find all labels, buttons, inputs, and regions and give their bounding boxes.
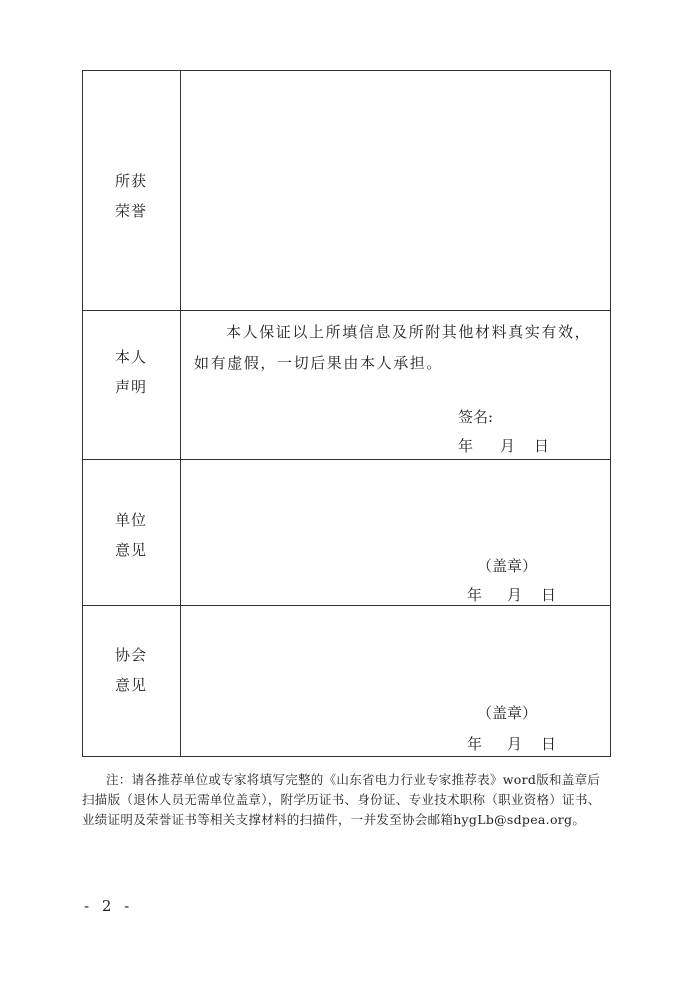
label-association-opinion-line1: 协会 [114, 646, 147, 664]
column-divider [180, 70, 181, 757]
association-date-year: 年 [467, 735, 483, 753]
unit-date-day: 日 [541, 586, 557, 604]
label-unit-opinion-line1: 单位 [114, 511, 147, 529]
association-date-month: 月 [507, 735, 523, 753]
declaration-date-month: 月 [500, 437, 516, 455]
label-declaration-line1: 本人 [114, 348, 147, 366]
row-divider-honors [82, 310, 611, 311]
honors-input-area[interactable] [182, 72, 609, 309]
declaration-text: 本人保证以上所填信息及所附其他材料真实有效，如有虚假，一切后果由本人承担。 [194, 323, 592, 372]
association-date-day: 日 [541, 735, 557, 753]
unit-stamp-label: （盖章） [477, 557, 538, 575]
unit-date-month: 月 [507, 586, 523, 604]
label-honors-line1: 所获 [114, 172, 147, 190]
label-unit-opinion [82, 505, 180, 565]
page-number: - 2 - [84, 897, 134, 915]
label-association-opinion [82, 640, 180, 700]
unit-date-year: 年 [467, 586, 483, 604]
label-association-opinion-line2: 意见 [114, 676, 147, 694]
association-opinion-input-area[interactable] [182, 607, 609, 692]
row-divider-declaration [82, 459, 611, 460]
signature-field[interactable] [500, 404, 600, 426]
unit-opinion-input-area[interactable] [182, 461, 609, 541]
table-border-top [82, 70, 611, 71]
signature-label: 签名: [458, 408, 494, 426]
table-border-bottom [82, 756, 611, 757]
association-stamp-label: （盖章） [477, 704, 538, 722]
label-honors-line2: 荣誉 [114, 202, 147, 220]
label-declaration-line2: 声明 [114, 378, 147, 396]
declaration-date-day: 日 [534, 437, 550, 455]
footnote: 注：请各推荐单位或专家将填写完整的《山东省电力行业专家推荐表》word版和盖章后扫描版（退休人员无需单位盖章），附学历证书、身份证、专业技术职称（职业资格）证书、业绩证明及荣誉证书等相关支撑材料的扫描件，一并发至协会邮箱hygLb@sdpea.org。 [82, 772, 601, 827]
declaration-date-year: 年 [458, 437, 474, 455]
recommendation-form-table [82, 70, 611, 758]
label-honors [82, 166, 180, 226]
label-unit-opinion-line2: 意见 [114, 541, 147, 559]
table-border-right [610, 70, 611, 757]
label-declaration [82, 342, 180, 402]
row-divider-unit [82, 605, 611, 606]
